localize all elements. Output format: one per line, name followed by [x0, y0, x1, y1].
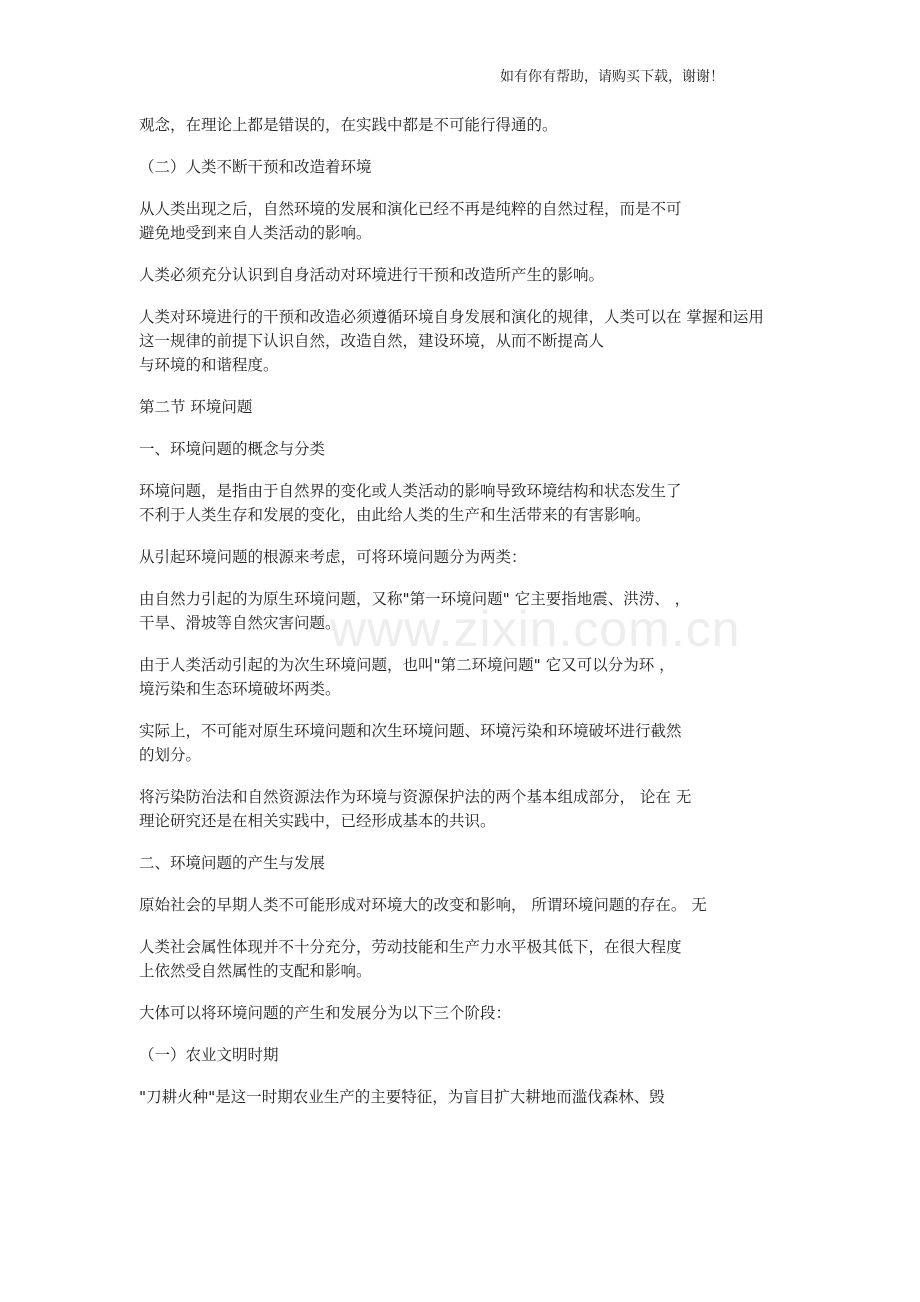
paragraph [139, 305, 779, 377]
paragraph [139, 1001, 779, 1025]
paragraph-line: 环境问题，是指由于自然界的变化或人类活动的影响导致环境结构和状态发生了 [139, 482, 682, 500]
paragraph-line: 实际上，不可能对原生环境问题和次生环境问题、环境污染和环境破坏进行截然 [139, 722, 682, 740]
watermark: www.zixin.com.cn [330, 601, 741, 657]
paragraph-line: 避免地受到来自人类活动的影响。 [139, 224, 372, 242]
header-note: 如有你有帮助，请购买下载，谢谢！ [500, 69, 724, 85]
paragraph-line: 由自然力引起的为原生环境问题，又称"第一环境问题" 它主要指地震、洪涝、 ， [139, 590, 691, 608]
paragraph-line: 二、环境问题的产生与发展 [139, 854, 326, 872]
paragraph-line: （二）人类不断干预和改造着环境 [139, 158, 372, 176]
paragraph [139, 395, 779, 419]
paragraph [139, 935, 779, 983]
paragraph-line: 与环境的和谐程度。 [139, 356, 279, 374]
paragraph-line: 的划分。 [139, 746, 202, 764]
paragraph [139, 113, 779, 137]
paragraph-line: 原始社会的早期人类不可能形成对环境大的改变和影响， 所谓环境问题的存在。 无 [139, 896, 707, 914]
paragraph-line: （一）农业文明时期 [139, 1046, 279, 1064]
paragraph-line: 人类社会属性体现并不十分充分，劳动技能和生产力水平极其低下，在很大程度 [139, 938, 682, 956]
document-body [139, 113, 779, 1127]
paragraph-line: 观念，在理论上都是错误的，在实践中都是不可能行得通的。 [139, 116, 558, 134]
paragraph-line: 从引起环境问题的根源来考虑，可将环境问题分为两类： [139, 548, 527, 566]
paragraph [139, 785, 779, 833]
paragraph [139, 479, 779, 527]
paragraph [139, 719, 779, 767]
paragraph-line: 人类必须充分认识到自身活动对环境进行干预和改造所产生的影响。 [139, 266, 605, 284]
paragraph-line: 一、环境问题的概念与分类 [139, 440, 326, 458]
paragraph-line: 干旱、滑坡等自然灾害问题。 [139, 614, 341, 632]
paragraph-line: 第二节 环境问题 [139, 398, 253, 416]
paragraph [139, 653, 779, 701]
paragraph [139, 545, 779, 569]
paragraph-line: 不利于人类生存和发展的变化，由此给人类的生产和生活带来的有害影响。 [139, 506, 651, 524]
paragraph [139, 263, 779, 287]
paragraph [139, 437, 779, 461]
paragraph-line: 将污染防治法和自然资源法作为环境与资源保护法的两个基本组成部分， 论在 无 [139, 788, 692, 806]
paragraph-line: "刀耕火种"是这一时期农业生产的主要特征，为盲目扩大耕地而滥伐森林、毁 [139, 1088, 665, 1106]
paragraph-line: 理论研究还是在相关实践中，已经形成基本的共识。 [139, 812, 496, 830]
paragraph-line: 这一规律的前提下认识自然，改造自然，建设环境，从而不断提高人 [139, 332, 605, 350]
paragraph [139, 197, 779, 245]
paragraph-line: 人类对环境进行的干预和改造必须遵循环境自身发展和演化的规律，人类可以在 掌握和运用 [139, 308, 764, 326]
paragraph [139, 587, 779, 635]
paragraph [139, 1043, 779, 1067]
paragraph-line: 上依然受自然属性的支配和影响。 [139, 962, 372, 980]
paragraph [139, 893, 779, 917]
paragraph [139, 1085, 779, 1109]
paragraph-line: 境污染和生态环境破坏两类。 [139, 680, 341, 698]
paragraph [139, 851, 779, 875]
paragraph-line: 大体可以将环境问题的产生和发展分为以下三个阶段： [139, 1004, 512, 1022]
paragraph-line: 从人类出现之后，自然环境的发展和演化已经不再是纯粹的自然过程，而是不可 [139, 200, 682, 218]
paragraph-line: 由于人类活动引起的为次生环境问题，也叫"第二环境问题" 它又可以分为环 ， [139, 656, 675, 674]
paragraph [139, 155, 779, 179]
